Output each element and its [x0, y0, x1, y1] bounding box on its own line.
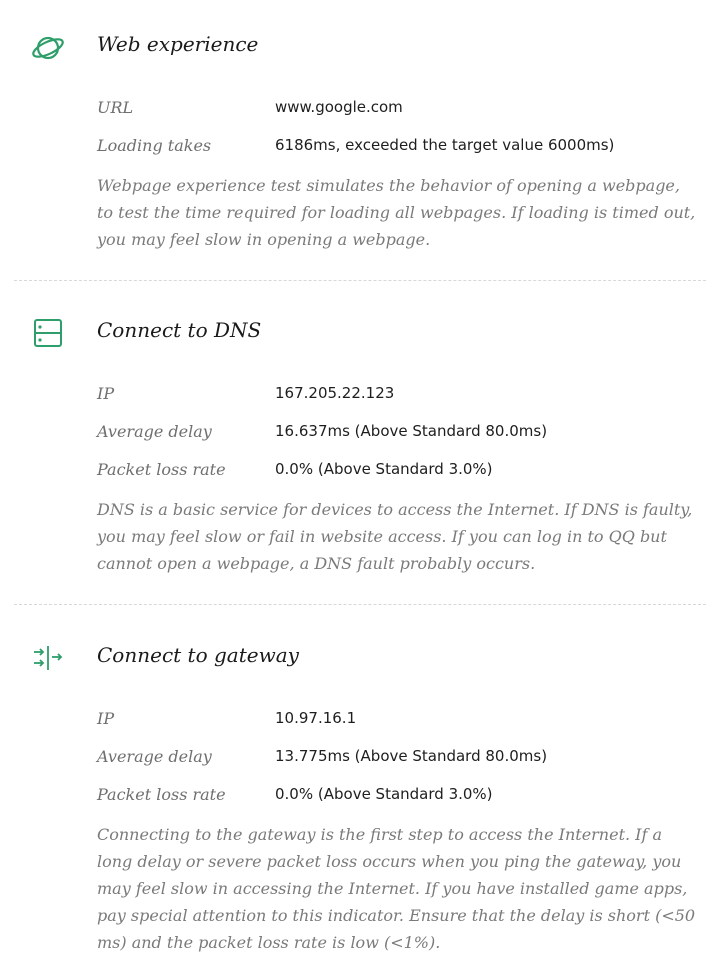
section-divider — [14, 280, 706, 281]
info-row-packet-loss — [97, 775, 706, 813]
server-icon — [30, 316, 66, 352]
dns-section — [0, 316, 720, 577]
section-title: Connect to DNS — [97, 318, 262, 342]
gateway-section — [0, 641, 720, 956]
row-label: IP — [97, 383, 115, 403]
row-label: IP — [97, 708, 115, 728]
gateway-arrows-icon — [30, 641, 66, 677]
info-row-packet-loss — [97, 450, 706, 488]
row-label: Average delay — [97, 746, 212, 766]
row-value: 10.97.16.1 — [275, 709, 357, 727]
info-row-average-delay — [97, 412, 706, 450]
info-row-ip — [97, 699, 706, 737]
web-experience-section — [0, 30, 720, 253]
row-value: 16.637ms (Above Standard 80.0ms) — [275, 422, 548, 440]
row-value: 0.0% (Above Standard 3.0%) — [275, 785, 493, 803]
section-divider — [14, 604, 706, 605]
section-description: Connecting to the gateway is the first step to access the Internet. If a long delay or severe packet loss occurs when you ping the gateway, you may feel slow in accessing the Internet. If you have installed game apps, pay special attention to this indicator. Ensure that the delay is short (<50 ms) and the packet loss rate is low (<1%). — [97, 825, 696, 952]
row-label: URL — [97, 97, 134, 117]
row-value: 167.205.22.123 — [275, 384, 395, 402]
section-description: DNS is a basic service for devices to access the Internet. If DNS is faulty, you may feel slow or fail in website access. If you can log in to QQ but cannot open a webpage, a DNS fault probably occurs. — [97, 500, 693, 573]
row-label: Packet loss rate — [97, 784, 226, 804]
row-label: Average delay — [97, 421, 212, 441]
info-row-average-delay — [97, 737, 706, 775]
row-label: Loading takes — [97, 135, 212, 155]
info-row-url — [97, 88, 706, 126]
info-row-ip — [97, 374, 706, 412]
row-value: 6186ms, exceeded the target value 6000ms) — [275, 136, 615, 154]
row-label: Packet loss rate — [97, 459, 226, 479]
planet-icon — [30, 30, 66, 66]
row-value: 0.0% (Above Standard 3.0%) — [275, 460, 493, 478]
row-value: www.google.com — [275, 98, 403, 116]
row-value: 13.775ms (Above Standard 80.0ms) — [275, 747, 548, 765]
section-title: Connect to gateway — [97, 643, 299, 667]
section-title: Web experience — [97, 32, 259, 56]
section-description: Webpage experience test simulates the behavior of opening a webpage, to test the time required for loading all webpages. If loading is timed out, you may feel slow in opening a webpage. — [97, 176, 696, 249]
info-row-loading — [97, 126, 706, 164]
